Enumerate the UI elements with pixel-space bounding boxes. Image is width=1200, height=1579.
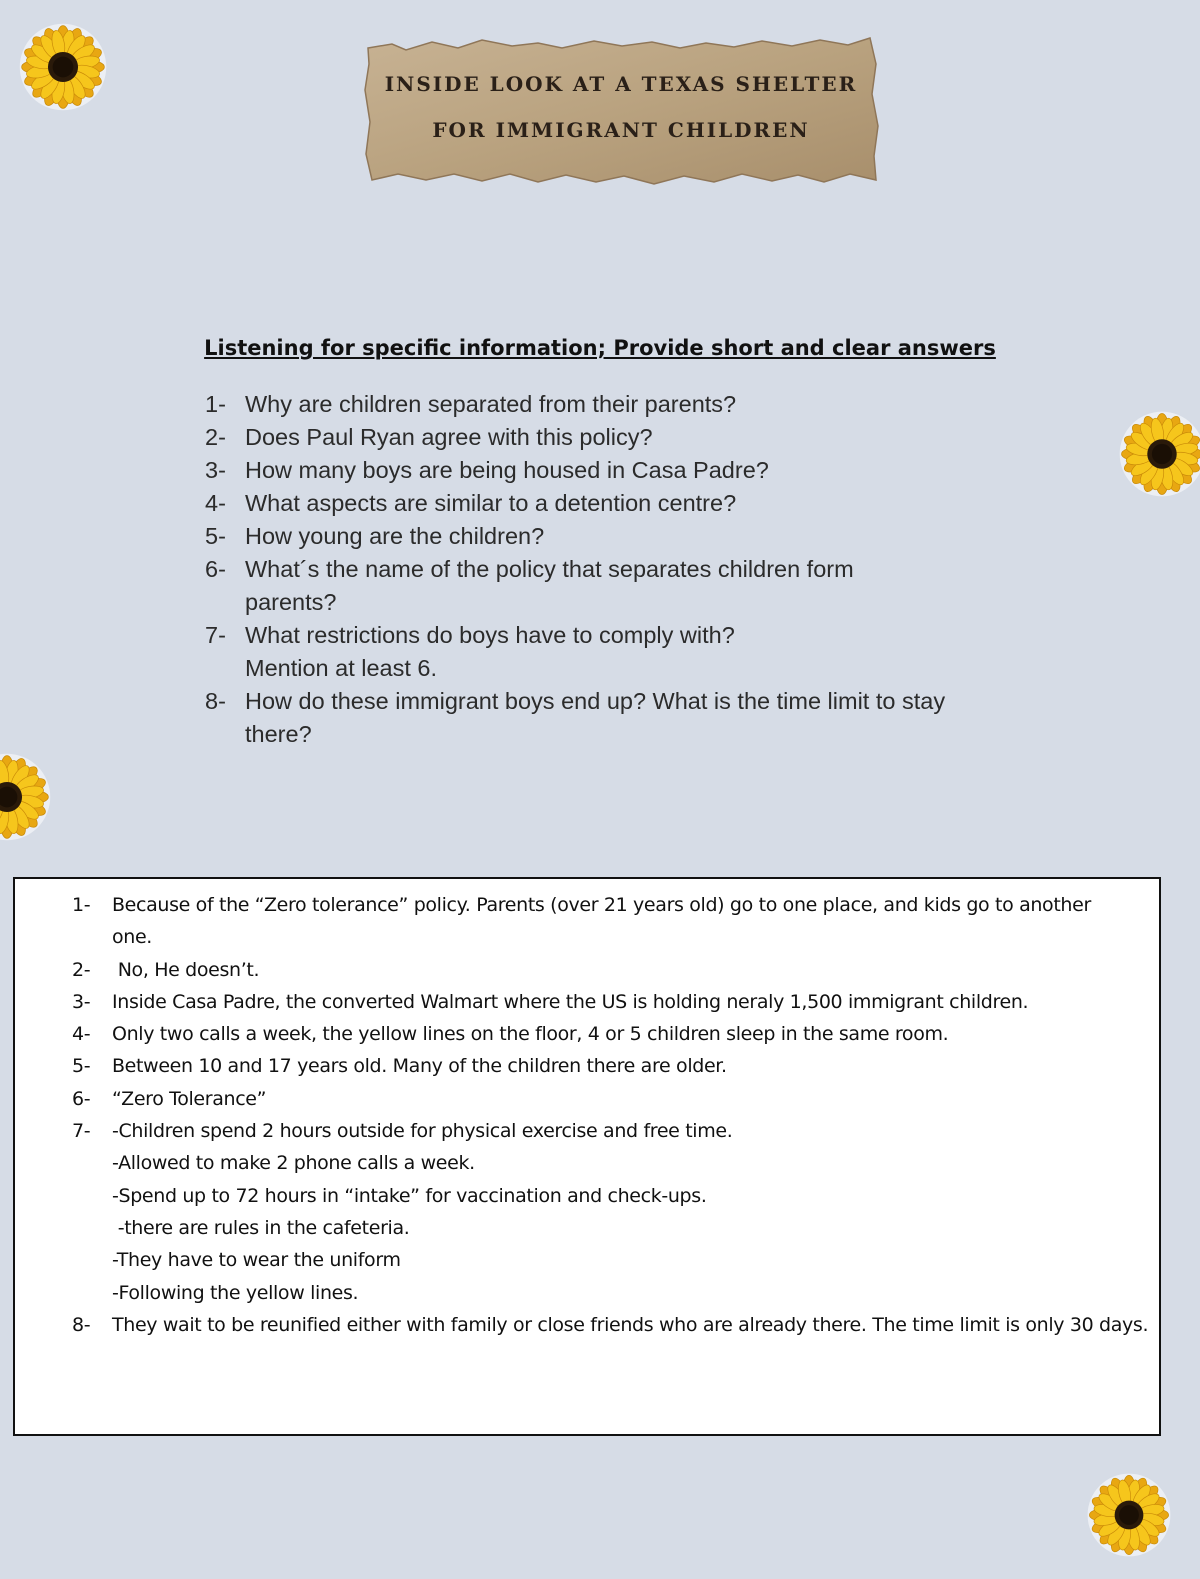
list-item <box>72 1018 1152 1050</box>
list-item <box>72 1083 1152 1115</box>
question-text: Why are children separated from their parents? <box>245 391 737 417</box>
banner-title-line-2: FOR IMMIGRANT CHILDREN <box>432 118 810 142</box>
list-item <box>72 986 1152 1018</box>
instructions-heading: Listening for specific information; Provide short and clear answers <box>204 336 996 360</box>
list-item <box>205 454 1005 487</box>
question-number: 5- <box>205 523 226 549</box>
answer-text: -They have to wear the uniform <box>112 1249 401 1272</box>
list-item <box>205 553 1005 619</box>
answer-number: 8- <box>72 1313 91 1336</box>
question-text: Does Paul Ryan agree with this policy? <box>245 424 653 450</box>
question-text: How young are the children? <box>245 523 545 549</box>
answer-text: -Children spend 2 hours outside for physical exercise and free time. <box>112 1120 733 1143</box>
answer-text: No, He doesn’t. <box>112 958 260 981</box>
answer-text: Only two calls a week, the yellow lines on the floor, 4 or 5 children sleep in the same room. <box>112 1023 949 1046</box>
list-item <box>72 954 1152 986</box>
question-text: What´s the name of the policy that separates children form parents? <box>245 556 854 615</box>
list-item <box>72 1309 1152 1341</box>
list-item <box>205 421 1005 454</box>
question-number: 3- <box>205 457 226 483</box>
torn-paper-background <box>362 34 880 186</box>
question-number: 7- <box>205 622 226 648</box>
question-text-line-2: Mention at least 6. <box>245 655 438 681</box>
list-item <box>205 388 1005 421</box>
answer-number: 6- <box>72 1087 91 1110</box>
sunflower-icon <box>16 20 110 114</box>
answer-list <box>72 889 1152 1341</box>
question-text: What restrictions do boys have to comply with? <box>245 622 735 648</box>
answer-text: They wait to be reunified either with family or close friends who are already there. The time limit is only 30 days. <box>112 1313 1149 1336</box>
list-item <box>205 685 1005 751</box>
answer-text: -there are rules in the cafeteria. <box>112 1216 410 1239</box>
question-number: 4- <box>205 490 226 516</box>
answer-number: 3- <box>72 990 91 1013</box>
sunflower-icon <box>1116 408 1200 500</box>
answer-text: “Zero Tolerance” <box>112 1087 267 1110</box>
answer-number: 4- <box>72 1023 91 1046</box>
question-list <box>205 388 1005 751</box>
list-item <box>205 520 1005 553</box>
answer-number: 1- <box>72 894 91 916</box>
list-item <box>72 1050 1152 1082</box>
question-text: How do these immigrant boys end up? What is the time limit to stay there? <box>245 688 946 747</box>
answer-text: -Allowed to make 2 phone calls a week. <box>112 1152 475 1175</box>
question-text: What aspects are similar to a detention centre? <box>245 490 737 516</box>
sunflower-icon <box>0 750 54 844</box>
list-item <box>205 619 1005 685</box>
answer-text: Inside Casa Padre, the converted Walmart where the US is holding neraly 1,500 immigrant children. <box>112 990 1029 1013</box>
list-item <box>72 889 1152 954</box>
banner-title-line-1: INSIDE LOOK AT A TEXAS SHELTER <box>384 72 858 96</box>
question-text: How many boys are being housed in Casa Padre? <box>245 457 769 483</box>
answer-number: 7- <box>72 1120 91 1143</box>
question-number: 1- <box>205 391 226 417</box>
answer-text: -Following the yellow lines. <box>112 1281 359 1304</box>
answer-text: Between 10 and 17 years old. Many of the children there are older. <box>112 1055 727 1078</box>
answer-number: 2- <box>72 958 91 981</box>
question-number: 2- <box>205 424 226 450</box>
question-number: 8- <box>205 688 226 714</box>
title-banner <box>362 34 880 186</box>
answer-text: Because of the “Zero tolerance” policy. Parents (over 21 years old) go to one place, and kids go to another one. <box>112 894 1091 949</box>
question-number: 6- <box>205 556 226 582</box>
answer-text: -Spend up to 72 hours in “intake” for vaccination and check-ups. <box>112 1184 707 1207</box>
list-item <box>72 1115 1152 1309</box>
sunflower-icon <box>1084 1470 1174 1560</box>
answer-box <box>13 877 1161 1436</box>
answer-number: 5- <box>72 1055 91 1078</box>
list-item <box>205 487 1005 520</box>
